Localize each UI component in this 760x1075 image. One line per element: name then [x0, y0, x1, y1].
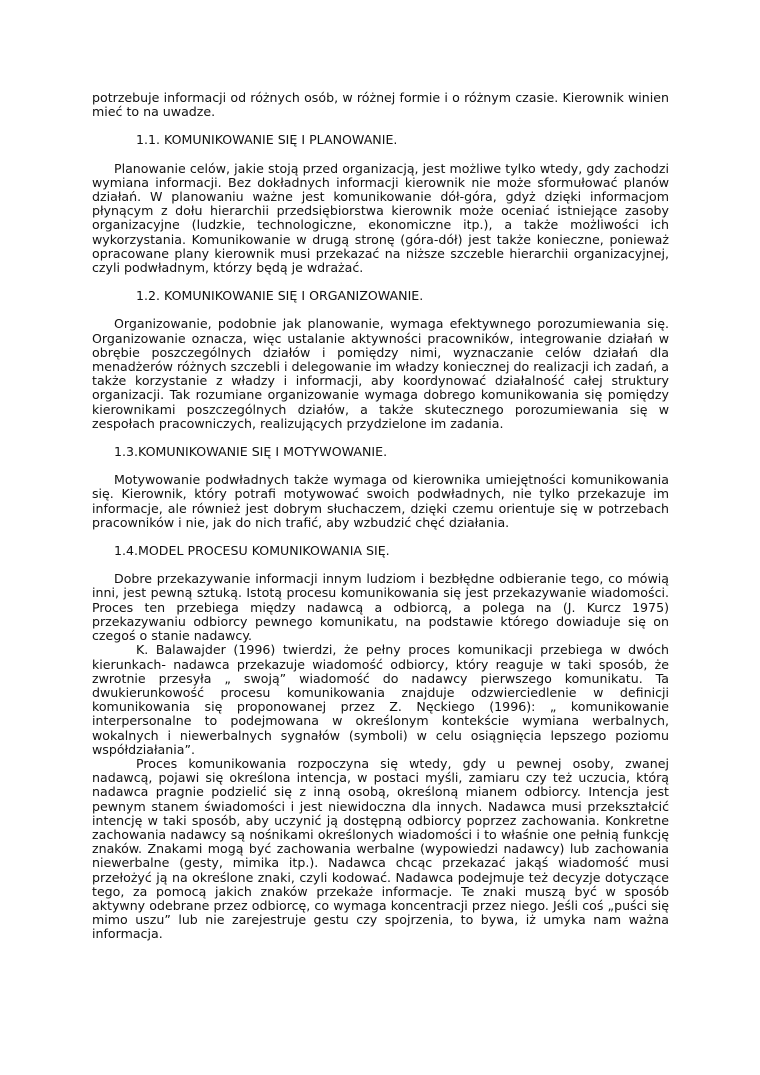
- section-1-2-paragraph: Organizowanie, podobnie jak planowanie, wymaga efektywnego porozumiewania się. Organizowanie oznacza, więc ustalanie aktywności pracowników, integrowanie działań w obrębie poszczególnych działów i pomiędzy nimi, wyznaczanie celów działań dla menadżerów różnych szczebli i delegowanie im władzy koniecznej do realizacji ich zadań, a także korzystanie z władzy i informacji, aby koordynować działalność całej struktury organizacji. Tak rozumiane organizowanie wymaga dobrego komunikowania się pomiędzy kierownikami poszczególnych działów, a także skutecznego porozumiewania się w zespołach pracowniczych, realizujących przydzielone im zadania.: [92, 316, 669, 431]
- section-1-4-paragraph-3: Proces komunikowania rozpoczyna się wtedy, gdy u pewnej osoby, zwanej nadawcą, pojawi się określona intencja, w postaci myśli, zamiaru czy też uczucia, którą nadawca pragnie podzielić się z inną osobą, określoną mianem odbiorcy. Intencja jest pewnym stanem świadomości i jest niewidoczna dla innych. Nadawca musi przekształcić intencję w taki sposób, aby uczynić ją dostępną odbiorcy poprzez zachowania. Konkretne zachowania nadawcy są nośnikami określonych wiadomości i to właśnie one pełnią funkcję znaków. Znakami mogą być zachowania werbalne (wypowiedzi nadawcy) lub zachowania niewerbalne (gesty, mimika itp.). Nadawca chcąc przekazać jakąś wiadomość musi przełożyć ją na określone znaki, czyli kodować. Nadawca podejmuje też decyzje dotyczące tego, za pomocą jakich znaków przekaże informacje. Te znaki muszą być w sposób aktywny odebrane przez odbiorcę, co wymaga koncentracji przez niego. Jeśli coś „puści się mimo uszu” lub nie zarejestruje gestu czy spojrzenia, to bywa, iż umyka nam ważna informacja.: [92, 755, 669, 942]
- section-heading-1-1: 1.1. KOMUNIKOWANIE SIĘ I PLANOWANIE.: [136, 132, 398, 148]
- section-heading-1-2: 1.2. KOMUNIKOWANIE SIĘ I ORGANIZOWANIE.: [136, 288, 424, 304]
- section-1-4-paragraph-2: K. Balawajder (1996) twierdzi, że pełny proces komunikacji przebiega w dwóch kierunkach- nadawca przekazuje wiadomość odbiorcy, który reaguje w taki sposób, że zwrotnie przesyła „ swoją” wiadomość do nadawcy pierwszego komunikatu. Ta dwukierunkowość procesu komunikowania znajduje odzwierciedlenie w definicji komunikowania się proponowanej przez Z. Nęckiego (1996): „ komunikowanie interpersonalne to podejmowana w określonym kontekście wymiana werbalnych, wokalnych i niewerbalnych sygnałów (symboli) w celu osiągnięcia lepszego poziomu współdziałania”.: [92, 642, 669, 757]
- section-1-3-paragraph: Motywowanie podwładnych także wymaga od kierownika umiejętności komunikowania się. Kierownik, który potrafi motywować swoich podwładnych, nie tylko przekazuje im informacje, ale również jest dobrym słuchaczem, dzięki czemu orientuje się w potrzebach pracowników i nie, jak do nich trafić, aby wzbudzić chęć działania.: [92, 472, 669, 530]
- section-heading-1-4: 1.4.MODEL PROCESU KOMUNIKOWANIA SIĘ.: [114, 543, 390, 559]
- section-heading-1-3: 1.3.KOMUNIKOWANIE SIĘ I MOTYWOWANIE.: [114, 444, 388, 460]
- section-1-1-paragraph: Planowanie celów, jakie stoją przed organizacją, jest możliwe tylko wtedy, gdy zachodzi wymiana informacji. Bez dokładnych informacji kierownik nie może sformułować planów działań. W planowaniu ważne jest komunikowanie dół-góra, gdyż dzięki informacjom płynącym z dołu hierarchii przedsiębiorstwa kierownik może oceniać istniejące zasoby organizacyjne (ludzkie, technologiczne, ekonomiczne itp.), a także możliwości ich wykorzystania. Komunikowanie w drugą stronę (góra-dół) jest także konieczne, ponieważ opracowane plany kierownik musi przekazać na niższe szczeble hierarchii organizacyjnej, czyli podwładnym, którzy będą je wdrażać.: [92, 160, 669, 276]
- section-1-4-paragraph-1: Dobre przekazywanie informacji innym ludziom i bezbłędne odbieranie tego, co mówią inni, jest pewną sztuką. Istotą procesu komunikowania się jest przekazywanie wiadomości. Proces ten przebiega między nadawcą a odbiorcą, a polega na (J. Kurcz 1975) przekazywaniu odbiorcy pewnego komunikatu, na podstawie którego dowiaduje się on czegoś o stanie nadawcy.: [92, 571, 669, 644]
- intro-paragraph: potrzebuje informacji od różnych osób, w różnej formie i o różnym czasie. Kierownik winien mieć to na uwadze.: [92, 90, 669, 120]
